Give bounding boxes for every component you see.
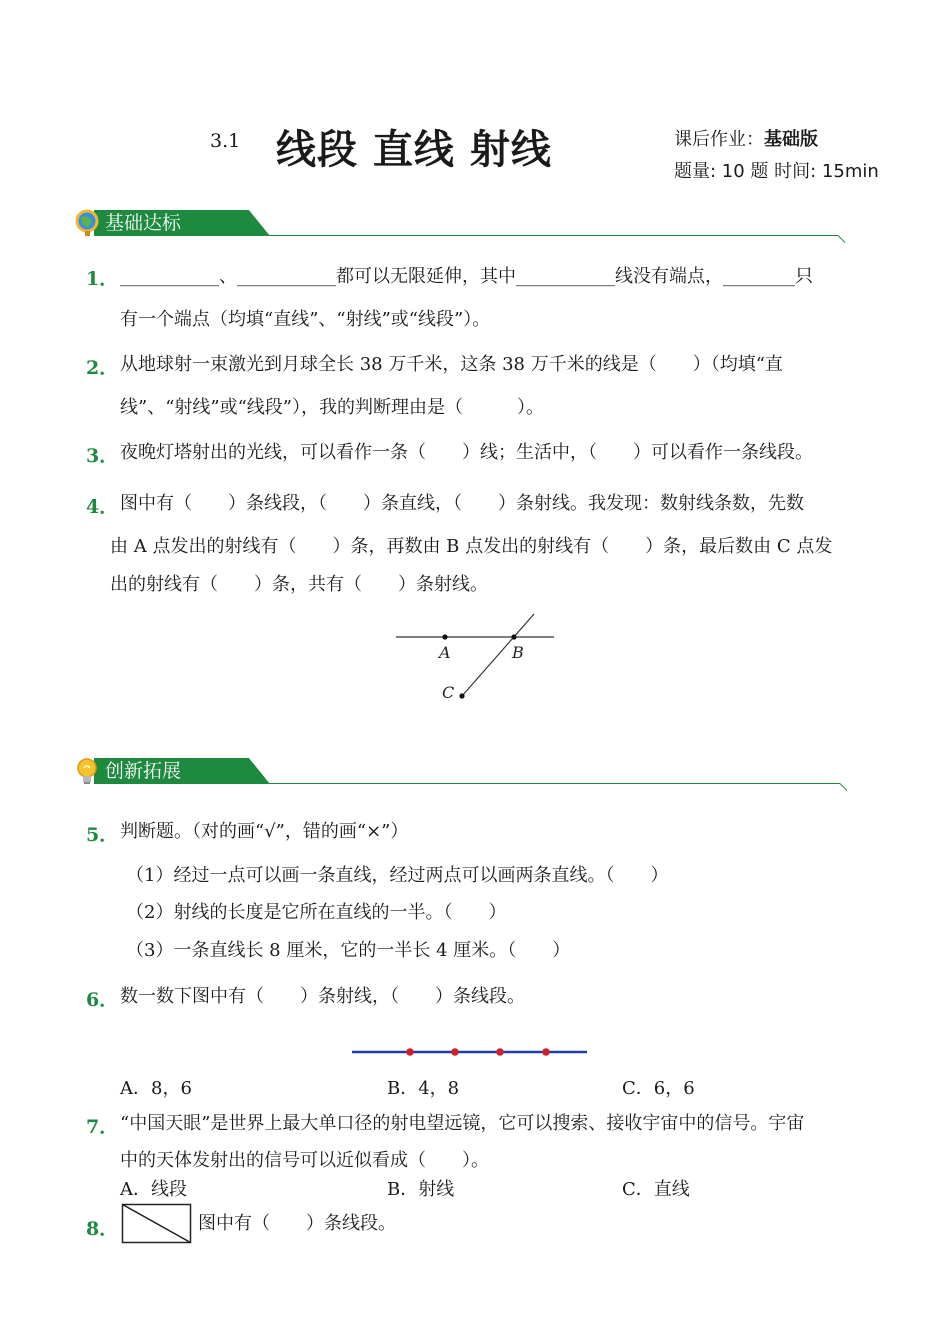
q6-point-3 [496,1048,504,1056]
q4-line2: 由 A 点发出的射线有（ ）条，再数由 B 点发出的射线有（ ）条，最后数由 C 点发 [110,536,833,557]
q5-line1: 判断题。（对的画“√”，错的画“×”） [120,821,409,842]
label-a: A [439,643,451,662]
homework-level: 基础版 [764,129,818,150]
q8-line1: 图中有（ ）条线段。 [198,1213,396,1234]
globe-icon [74,208,104,238]
homework-prefix: 课后作业： [674,129,764,150]
q2-number: 2． [86,357,119,379]
section-banner-extend [74,756,234,788]
q7-line2: 中的天体发射出的信号可以近似看成（ ）。 [120,1150,489,1171]
q6-point-2 [451,1048,459,1056]
q1-line2: 有一个端点（均填“直线”、“射线”或“线段”）。 [120,309,491,330]
q4-line1: 图中有（ ）条线段，（ ）条直线，（ ）条射线。我发现：数射线条数，先数 [120,493,804,514]
homework-meta: 题量: 10 题 时间: 15min [674,161,879,182]
q6-point-1 [406,1048,414,1056]
label-c: C [442,683,455,702]
q8-diagonal [123,1205,191,1243]
section-number: 3.1 [210,130,241,152]
q4-number: 4． [86,496,119,518]
lightbulb-icon [74,756,104,788]
q8-number: 8． [86,1218,119,1240]
q6-choice-a[interactable]: A．8，6 [120,1078,192,1099]
q5-item-1: （1）经过一点可以画一条直线，经过两点可以画两条直线。（ ） [126,865,669,886]
q7-choice-a[interactable]: A．线段 [120,1179,187,1200]
section-banner-basic [74,208,234,240]
homework-label [674,125,818,151]
q6-figure [350,1042,590,1062]
q6-point-4 [542,1048,550,1056]
q6-choice-c[interactable]: C．6，6 [622,1078,695,1099]
q7-choice-c[interactable]: C．直线 [622,1179,690,1200]
section-title-basic: 基础达标 [105,212,182,234]
q4-line3: 出的射线有（ ）条，共有（ ）条射线。 [110,574,488,595]
point-a [442,634,447,639]
q2-line2: 线”、“射线”或“线段”），我的判断理由是（ ）。 [120,397,545,418]
q8-figure [121,1203,193,1245]
q6-line1: 数一数下图中有（ ）条射线，（ ）条线段。 [120,986,525,1007]
q1-line1: ___________、___________都可以无限延伸，其中___________线没有端点，________只 [120,266,813,287]
page-title: 线段 直线 射线 [276,127,552,173]
q7-choice-b[interactable]: B．射线 [387,1179,455,1200]
label-b: B [512,643,524,662]
q3-number: 3． [86,445,119,467]
section-rule-tail [840,783,848,791]
section-title-extend: 创新拓展 [105,760,182,782]
section-rule-tail [838,235,846,243]
point-c [459,693,464,698]
q6-number: 6． [86,989,119,1011]
section-rule [238,235,838,236]
q3-line1: 夜晚灯塔射出的光线，可以看作一条（ ）线；生活中，（ ）可以看作一条线段。 [120,442,813,463]
q6-choice-b[interactable]: B．4，8 [387,1078,460,1099]
q7-number: 7． [86,1116,119,1138]
q4-figure [390,608,570,708]
section-rule [240,783,840,784]
q5-number: 5． [86,824,119,846]
q5-item-2: （2）射线的长度是它所在直线的一半。（ ） [126,902,507,923]
q1-number: 1． [86,268,119,290]
q7-line1: “中国天眼”是世界上最大单口径的射电望远镜，它可以搜索、接收宇宙中的信号。宇宙 [120,1113,805,1134]
q2-line1: 从地球射一束激光到月球全长 38 万千米，这条 38 万千米的线是（ ）（均填“直 [120,354,783,375]
q5-item-3: （3）一条直线长 8 厘米，它的一半长 4 厘米。（ ） [126,940,571,961]
point-b [511,634,516,639]
